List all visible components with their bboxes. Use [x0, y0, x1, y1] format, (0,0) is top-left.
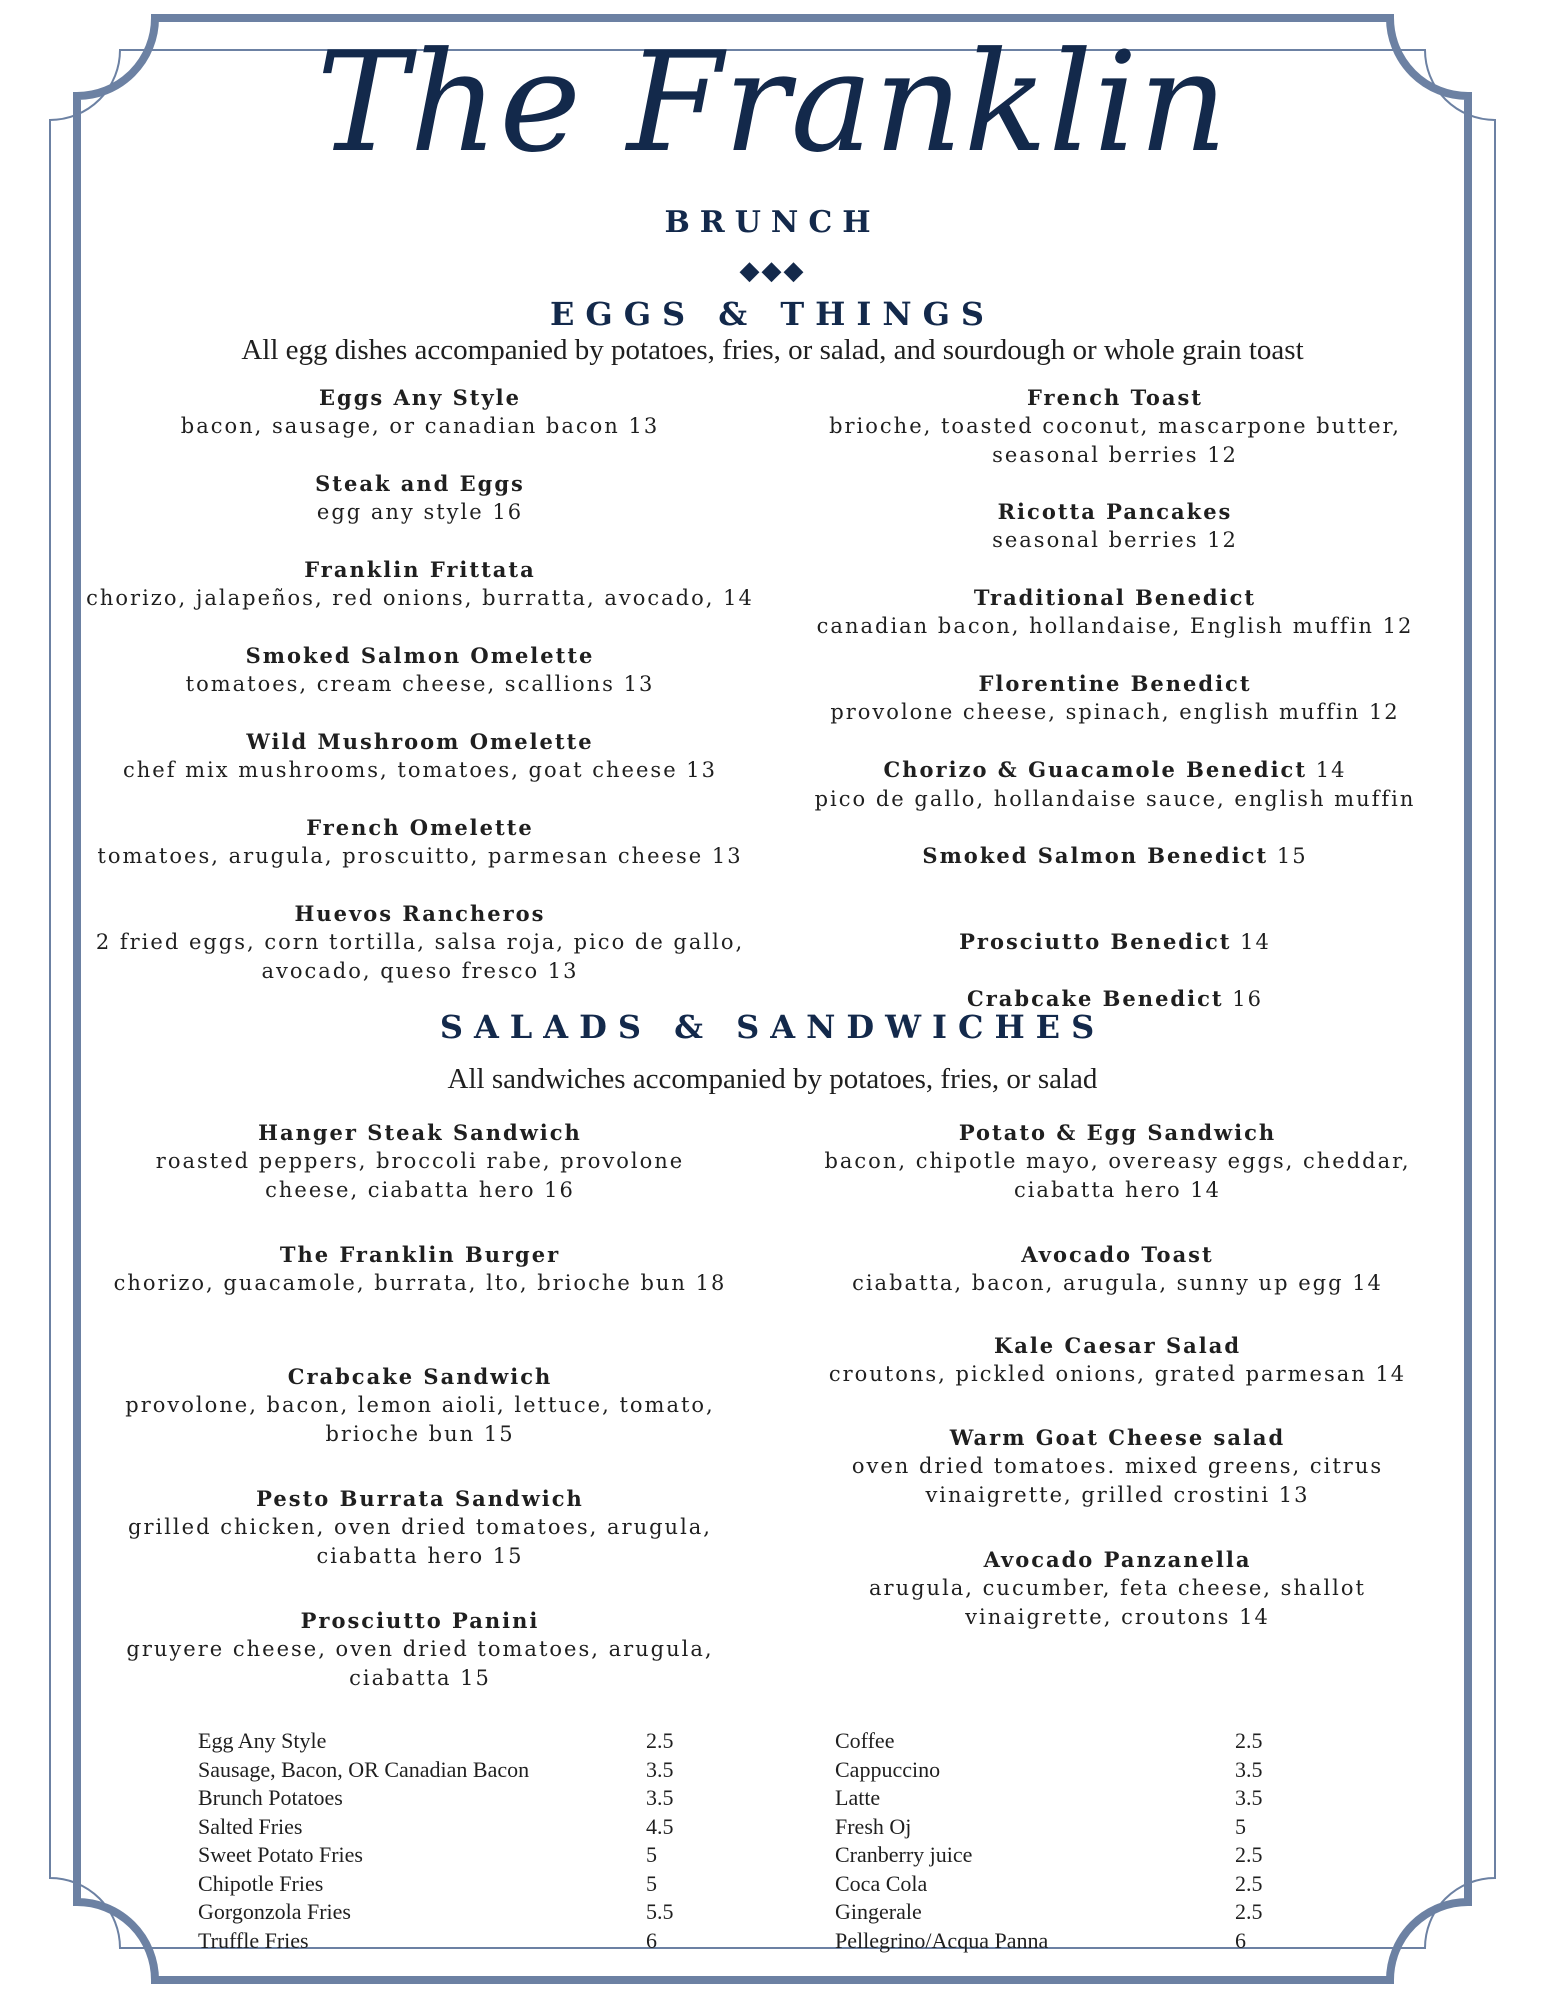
menu-item-description: gruyere cheese, oven dried tomatoes, arugula, ciabatta 15 [126, 1637, 714, 1690]
side-item-price: 5 [1235, 1813, 1246, 1839]
menu-item-name: Kale Caesar Salad [993, 1333, 1242, 1358]
menu-item [795, 669, 1435, 727]
side-item-name: Egg Any Style [198, 1728, 327, 1753]
menu-item-description: chorizo, jalapeños, red onions, burratta, avocado, 14 [86, 586, 754, 610]
menu-item-price: 15 [1268, 844, 1308, 868]
side-item-price: 5.5 [646, 1899, 674, 1924]
menu-item-description: pico de gallo, hollandaise sauce, english muffin [814, 787, 1416, 811]
side-item [835, 1813, 1295, 1842]
menu-item-name: Smoked Salmon Omelette [245, 643, 595, 668]
menu-item-description: croutons, pickled onions, grated parmesan 14 [828, 1362, 1407, 1386]
menu-item-description: arugula, cucumber, feta cheese, shallot vinaigrette, croutons 14 [869, 1576, 1366, 1629]
side-item-price: 2.5 [1235, 1899, 1263, 1924]
side-item-name: Salted Fries [198, 1813, 303, 1839]
diamond-divider: ◆◆◆ [739, 256, 806, 286]
menu-item-description: bacon, chipotle mayo, overeasy eggs, cheddar, ciabatta hero 14 [824, 1149, 1411, 1202]
menu-item-name: French Toast [1027, 385, 1203, 410]
menu-item-price: 14 [1231, 930, 1271, 954]
menu-item [805, 1423, 1430, 1510]
menu-item-description: chorizo, guacamole, burrata, lto, brioche bun 18 [113, 1271, 727, 1295]
side-item-name: Brunch Potatoes [198, 1785, 343, 1810]
side-item-price: 5 [646, 1870, 657, 1896]
menu-item-name: Avocado Panzanella [983, 1547, 1252, 1572]
menu-item-description: provolone cheese, spinach, english muffin 12 [830, 700, 1400, 724]
side-item-name: Chipotle Fries [198, 1870, 324, 1896]
menu-item [805, 1331, 1430, 1389]
menu-item [805, 1545, 1430, 1632]
menu-item-name: Huevos Rancheros [294, 901, 546, 926]
side-item-price: 3.5 [646, 1756, 674, 1782]
menu-item [105, 1118, 735, 1205]
menu-item-name: Florentine Benedict [978, 671, 1252, 696]
side-item-name: Truffle Fries [198, 1927, 309, 1953]
menu-item [805, 1118, 1430, 1205]
menu-item [85, 727, 755, 785]
side-item-price: 3.5 [1235, 1756, 1263, 1782]
menu-item-name: Steak and Eggs [315, 471, 525, 496]
menu-item-description: tomatoes, cream cheese, scallions 13 [185, 672, 655, 696]
menu-item-price: 14 [1307, 758, 1347, 782]
menu-item-name: Prosciutto Panini [300, 1608, 540, 1633]
side-item [835, 1898, 1295, 1927]
side-item-name: Fresh Oj [835, 1813, 912, 1839]
side-item-name: Gorgonzola Fries [198, 1899, 351, 1924]
side-item-price: 2.5 [1235, 1870, 1263, 1896]
menu-item [105, 1240, 735, 1298]
side-item-name: Coffee [835, 1728, 895, 1753]
drinks-list [835, 1727, 1295, 1955]
side-item-name: Sausage, Bacon, OR Canadian Bacon [198, 1756, 530, 1782]
menu-item [105, 1606, 735, 1693]
side-item [198, 1813, 706, 1842]
menu-item-price: 16 [1223, 987, 1263, 1011]
menu-item [85, 813, 755, 871]
menu-item [795, 583, 1435, 641]
side-item [198, 1756, 706, 1785]
menu-item-name: Franklin Frittata [304, 557, 536, 582]
menu-item [105, 1484, 735, 1571]
side-item [198, 1870, 706, 1899]
side-item-price: 5 [646, 1842, 657, 1867]
menu-item-name: Chorizo & Guacamole Benedict [883, 757, 1308, 782]
side-item-name: Pellegrino/Acqua Panna [835, 1927, 1049, 1953]
sides-list [198, 1727, 706, 1955]
side-item-price: 6 [646, 1927, 657, 1953]
menu-item-description: chef mix mushrooms, tomatoes, goat cheese 13 [122, 758, 718, 782]
menu-item-name: Warm Goat Cheese salad [949, 1425, 1286, 1450]
menu-item [795, 497, 1435, 555]
section-title-eggs: EGGS & THINGS [549, 295, 996, 333]
side-item-name: Cranberry juice [835, 1842, 973, 1867]
menu-item-description: egg any style 16 [316, 500, 524, 524]
side-item [835, 1727, 1295, 1756]
menu-item [795, 755, 1435, 814]
menu-item [105, 1362, 735, 1449]
menu-item-name: Avocado Toast [1021, 1242, 1214, 1267]
menu-item-name: Smoked Salmon Benedict [922, 843, 1269, 868]
menu-item-description: brioche, toasted coconut, mascarpone butter, seasonal berries 12 [829, 414, 1401, 467]
menu-item-name: Eggs Any Style [319, 385, 521, 410]
menu-item-name: Pesto Burrata Sandwich [256, 1486, 584, 1511]
menu-item-description: grilled chicken, oven dried tomatoes, arugula, ciabatta hero 15 [128, 1515, 712, 1568]
menu-item-description: seasonal berries 12 [992, 528, 1238, 552]
menu-item-name: Crabcake Sandwich [287, 1364, 553, 1389]
menu-item [85, 641, 755, 699]
menu-item-name: Wild Mushroom Omelette [246, 729, 594, 754]
menu-item [795, 383, 1435, 470]
section-subtitle-eggs: All egg dishes accompanied by potatoes, fries, or salad, and sourdough or whole grain toast [241, 334, 1304, 366]
menu-item [795, 927, 1435, 957]
menu-item-name: The Franklin Burger [279, 1242, 561, 1267]
menu-item-name: Crabcake Benedict [967, 986, 1224, 1011]
restaurant-name: The Franklin [316, 22, 1229, 183]
side-item-name: Coca Cola [835, 1870, 928, 1896]
side-item [198, 1784, 706, 1813]
section-title-salads: SALADS & SANDWICHES [439, 1008, 1106, 1046]
menu-item-name: French Omelette [306, 815, 534, 840]
side-item [835, 1927, 1295, 1956]
side-item-price: 3.5 [1235, 1785, 1263, 1810]
side-item-price: 3.5 [646, 1785, 674, 1810]
menu-item-description: bacon, sausage, or canadian bacon 13 [180, 414, 660, 438]
menu-item-description: roasted peppers, broccoli rabe, provolone cheese, ciabatta hero 16 [155, 1149, 685, 1202]
side-item-name: Gingerale [835, 1899, 922, 1924]
side-item [198, 1841, 706, 1870]
side-item-price: 4.5 [646, 1813, 674, 1839]
menu-item-name: Prosciutto Benedict [959, 929, 1232, 954]
menu-item-name: Ricotta Pancakes [997, 499, 1233, 524]
side-item [198, 1727, 706, 1756]
side-item-price: 2.5 [646, 1728, 674, 1753]
side-item-price: 2.5 [1235, 1728, 1263, 1753]
side-item [835, 1841, 1295, 1870]
menu-item [85, 555, 755, 613]
side-item-price: 6 [1235, 1927, 1246, 1953]
side-item-name: Sweet Potato Fries [198, 1842, 363, 1867]
menu-item [85, 899, 755, 986]
menu-item-description: canadian bacon, hollandaise, English muffin 12 [816, 614, 1414, 638]
menu-item [85, 469, 755, 527]
menu-item-name: Traditional Benedict [973, 585, 1257, 610]
menu-item [795, 841, 1435, 871]
side-item [835, 1756, 1295, 1785]
side-item-name: Latte [835, 1785, 881, 1810]
menu-item-name: Potato & Egg Sandwich [958, 1120, 1277, 1145]
side-item [835, 1870, 1295, 1899]
side-item [198, 1898, 706, 1927]
menu-item [805, 1240, 1430, 1298]
menu-item-name: Hanger Steak Sandwich [258, 1120, 582, 1145]
side-item-name: Cappuccino [835, 1756, 941, 1782]
menu-item-description: 2 fried eggs, corn tortilla, salsa roja, pico de gallo, avocado, queso fresco 13 [95, 930, 745, 983]
menu-item-description: ciabatta, bacon, arugula, sunny up egg 14 [852, 1271, 1383, 1295]
menu-item-description: oven dried tomatoes. mixed greens, citrus vinaigrette, grilled crostini 13 [851, 1454, 1384, 1507]
section-subtitle-salads: All sandwiches accompanied by potatoes, fries, or salad [447, 1063, 1098, 1095]
menu-item-description: tomatoes, arugula, proscuitto, parmesan cheese 13 [97, 844, 743, 868]
menu-subtitle: BRUNCH [664, 205, 881, 240]
side-item-price: 2.5 [1235, 1842, 1263, 1867]
side-item [198, 1927, 706, 1956]
menu-item [85, 383, 755, 441]
side-item [835, 1784, 1295, 1813]
menu-item-description: provolone, bacon, lemon aioli, lettuce, tomato, brioche bun 15 [125, 1393, 715, 1446]
